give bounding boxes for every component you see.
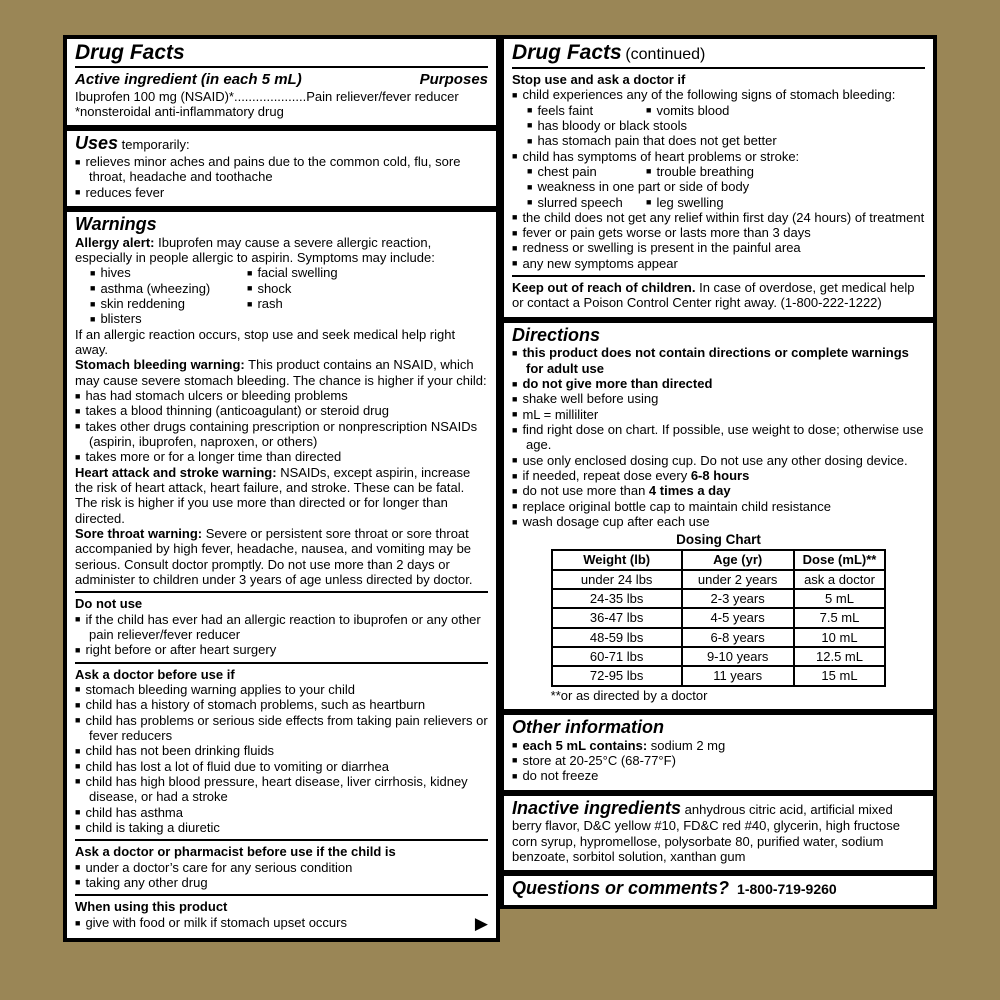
symptom-row — [90, 296, 488, 311]
list-item: ■ if needed, repeat dose every 6-8 hours — [512, 468, 750, 484]
list-item: ■ each 5 mL contains: sodium 2 mg — [512, 737, 726, 753]
phone-number: 1-800-719-9260 — [737, 881, 837, 898]
table-row — [552, 647, 886, 666]
bullet-icon: ■ — [75, 822, 81, 833]
bullet-icon: ■ — [247, 298, 253, 309]
page-title-continued: Drug Facts — [512, 41, 622, 64]
page-title: Drug Facts — [75, 41, 185, 64]
dot-leader: .................... — [233, 88, 307, 104]
stomach-bleeding-warning: Stomach bleeding warning: This product contains an NSAID, which may cause severe stomach bleeding. The chance is higher if your child: — [75, 357, 487, 388]
list-item: ■ the child does not get any relief within first day (24 hours) of treatment — [512, 209, 925, 225]
bullet-icon: ■ — [75, 745, 81, 756]
list-item: ■ child has high blood pressure, heart disease, liver cirrhosis, kidney disease, or had a stroke — [75, 773, 468, 805]
table-cell: 7.5 mL — [794, 608, 886, 627]
bullet-icon: ■ — [512, 378, 518, 389]
table-cell: 5 mL — [794, 589, 886, 608]
symptom-row — [527, 118, 925, 133]
symptom-item: ■ facial swelling — [247, 265, 338, 281]
continuation-arrow-icon: ▶ — [474, 913, 488, 933]
ask-doctor-heading: Ask a doctor before use if — [75, 666, 235, 682]
bullet-icon: ■ — [90, 267, 96, 278]
section-title: Inactive ingredients — [512, 797, 682, 818]
table-cell: 48-59 lbs — [552, 628, 682, 647]
bullet-icon: ■ — [527, 105, 533, 116]
list-item: ■ has had stomach ulcers or bleeding problems — [75, 388, 348, 404]
uses-bullets — [75, 154, 488, 200]
list-item: ■ this product does not contain directions or complete warnings for adult use — [512, 345, 909, 376]
divider — [75, 66, 488, 68]
active-ingredient-label: Active ingredient (in each 5 mL) — [75, 71, 302, 89]
bullet-icon: ■ — [247, 267, 253, 278]
stomach-bullets — [75, 388, 488, 465]
when-using-row — [75, 915, 488, 932]
bullet-icon: ■ — [75, 917, 81, 928]
dosing-chart — [551, 532, 887, 703]
bullet-icon: ■ — [527, 197, 533, 207]
list-item: ■ child has asthma — [75, 804, 183, 820]
list-item: ■ takes a blood thinning (anticoagulant) or steroid drug — [75, 403, 389, 419]
bullet-icon: ■ — [512, 347, 518, 358]
bullet-icon: ■ — [512, 258, 518, 269]
list-item: ■ relieves minor aches and pains due to the common cold, flu, sore throat, headache and toothache — [75, 154, 461, 185]
list-item: ■ find right dose on chart. If possible, use weight to dose; otherwise use age. — [512, 422, 924, 453]
bullet-icon: ■ — [512, 740, 518, 751]
symptom-item: ■ chest pain — [527, 163, 597, 179]
list-item: ■ child has problems or serious side effects from taking pain relievers or fever reducers — [75, 712, 488, 743]
symptom-row — [527, 133, 925, 148]
uses-section — [63, 127, 500, 210]
bullet-icon: ■ — [512, 242, 518, 253]
symptom-row — [90, 265, 488, 280]
section-title: Uses — [75, 133, 119, 154]
list-item: ■ if the child has ever had an allergic reaction to ibuprofen or any other pain reliever/fever reducer — [75, 611, 481, 642]
bullet-icon: ■ — [90, 298, 96, 309]
table-row — [552, 666, 886, 685]
symptom-row — [90, 281, 488, 296]
dosing-table — [551, 549, 887, 686]
heart-attack-warning: Heart attack and stroke warning: NSAIDs, except aspirin, increase the risk of heart attack, heart failure, and stroke. These can be fatal. The risk is higher if you use more than directed or for longer than directed. — [75, 464, 471, 526]
symptom-item: ■ weakness in one part or side of body — [527, 179, 750, 195]
bullet-icon: ■ — [75, 156, 81, 167]
allergy-followup: If an allergic reaction occurs, stop use and seek medical help right away. — [75, 326, 456, 358]
when-using-heading: When using this product — [75, 899, 228, 915]
divider — [512, 67, 925, 69]
list-item: ■ redness or swelling is present in the painful area — [512, 240, 801, 256]
list-item: ■ reduces fever — [75, 184, 165, 200]
table-cell: 12.5 mL — [794, 647, 886, 666]
column-header: Age (yr) — [682, 550, 794, 569]
column-header: Weight (lb) — [552, 550, 682, 569]
list-item: ■ taking any other drug — [75, 874, 208, 890]
bullet-icon: ■ — [75, 684, 81, 695]
keep-out-of-reach: Keep out of reach of children. In case of overdose, get medical help or contact a Poison Control Center right away. (1-800-222-1222) — [512, 280, 915, 311]
table-cell: 4-5 years — [682, 608, 794, 627]
ask-pharmacist-bullets — [75, 860, 488, 891]
list-item: ■ under a doctor’s care for any serious condition — [75, 859, 353, 875]
inactive-ingredients: Inactive ingredients anhydrous citric acid, artificial mixed berry flavor, D&C yellow #10, FD&C red #40, glycerin, high fructose corn syrup, hypromellose, polysorbate 80, purified water, sodium benzoate, sorbitol solution, xanthan gum — [512, 797, 901, 864]
dosing-chart-title: Dosing Chart — [676, 532, 761, 548]
table-cell: 2-3 years — [682, 589, 794, 608]
bullet-icon: ■ — [75, 807, 81, 818]
bullet-icon: ■ — [646, 197, 652, 207]
symptom-row — [527, 164, 925, 179]
divider — [512, 275, 925, 277]
right-column — [500, 35, 937, 909]
divider — [75, 894, 488, 896]
other-information-section — [500, 711, 937, 794]
list-item: ■ mL = milliliter — [512, 406, 599, 422]
table-cell: 11 years — [682, 666, 794, 685]
table-header-row — [552, 550, 886, 569]
list-item: ■ do not use more than 4 times a day — [512, 483, 731, 499]
list-item: ■ any new symptoms appear — [512, 255, 678, 271]
list-item: ■ takes more or for a longer time than directed — [75, 449, 342, 465]
other-info-bullets — [512, 738, 925, 784]
questions-section — [500, 872, 937, 909]
symptom-item: ■ trouble breathing — [646, 163, 755, 179]
bullet-icon: ■ — [75, 862, 81, 873]
symptom-item: ■ asthma (wheezing) — [90, 280, 211, 296]
bullet-icon: ■ — [512, 212, 518, 223]
symptom-item: ■ leg swelling — [646, 194, 724, 210]
symptom-item: ■ rash — [247, 296, 283, 312]
bullet-icon: ■ — [512, 516, 518, 527]
table-cell: 72-95 lbs — [552, 666, 682, 685]
bullet-icon: ■ — [512, 455, 518, 466]
bullet-icon: ■ — [75, 614, 81, 625]
warnings-section — [63, 208, 500, 941]
symptom-item: ■ hives — [90, 265, 131, 281]
symptom-row — [527, 103, 925, 118]
divider — [75, 591, 488, 593]
dosing-chart-footnote: **or as directed by a doctor — [550, 687, 708, 703]
list-item: ■ stomach bleeding warning applies to your child — [75, 681, 355, 697]
list-item: ■ do not freeze — [512, 768, 599, 784]
purposes-label: Purposes — [419, 71, 488, 89]
list-item: ■ store at 20-25°C (68-77°F) — [512, 752, 676, 768]
ask-pharmacist-heading: Ask a doctor or pharmacist before use if the child is — [75, 844, 396, 860]
bullet-icon: ■ — [75, 390, 81, 401]
list-item: ■ right before or after heart surgery — [75, 642, 277, 658]
bullet-icon: ■ — [512, 755, 518, 766]
section-title: Directions — [512, 324, 601, 345]
section-title: Other information — [512, 716, 664, 737]
bullet-icon: ■ — [512, 89, 518, 100]
bullet-icon: ■ — [75, 715, 81, 726]
list-item: ■ takes other drugs containing prescription or nonprescription NSAIDs (aspirin, ibuprofen, naproxen, or others) — [75, 418, 478, 450]
bullet-icon: ■ — [75, 877, 81, 888]
directions-bullets — [512, 345, 925, 529]
allergy-symptom-list — [90, 265, 488, 326]
list-item: ■ fever or pain gets worse or lasts more than 3 days — [512, 225, 811, 241]
questions-row — [512, 878, 925, 899]
inactive-ingredients-section — [500, 792, 937, 875]
stop-use-heading: Stop use and ask a doctor if — [512, 71, 686, 87]
bullet-icon: ■ — [527, 135, 533, 146]
bullet-icon: ■ — [512, 470, 518, 481]
table-cell: 15 mL — [794, 666, 886, 685]
list-item: ■ give with food or milk if stomach upset occurs — [75, 915, 347, 931]
bullet-icon: ■ — [512, 151, 518, 162]
ingredient-line: Ibuprofen 100 mg (NSAID)*....................Pain reliever/fever reducer — [75, 88, 459, 104]
table-cell: ask a doctor — [794, 570, 886, 589]
bullet-icon: ■ — [75, 644, 81, 655]
symptom-item: ■ blisters — [90, 311, 142, 327]
table-row — [552, 589, 886, 608]
list-item: ■ child experiences any of the following signs of stomach bleeding: ■ feels faint ■ vomits blood ■ has bloody or black stools ■ has stomach pain that does not get better — [512, 87, 925, 148]
table-cell: 6-8 years — [682, 628, 794, 647]
bullet-icon: ■ — [75, 451, 81, 462]
bullet-icon: ■ — [646, 105, 652, 116]
bullet-icon: ■ — [512, 501, 518, 512]
drug-facts-continued-panel — [500, 35, 937, 321]
stop-use-items — [512, 87, 925, 271]
drug-facts-header-panel — [63, 35, 500, 129]
do-not-use-bullets — [75, 612, 488, 658]
list-item: ■ shake well before using — [512, 391, 659, 407]
table-row — [552, 608, 886, 627]
symptom-row — [527, 195, 925, 210]
list-item: ■ child is taking a diuretic — [75, 819, 220, 835]
sore-throat-warning: Sore throat warning: Severe or persistent sore throat or sore throat accompanied by high fever, headache, nausea, and vomiting may be serious. Consult doctor promptly. Do not use more than 2 days or administer to children under 3 years of age unless directed by doctor. — [75, 526, 473, 588]
bullet-icon: ■ — [90, 283, 96, 294]
symptom-row — [527, 179, 925, 194]
bullet-icon: ■ — [527, 181, 533, 192]
bullet-icon: ■ — [512, 409, 518, 420]
ingredient-footnote: *nonsteroidal anti-inflammatory drug — [75, 104, 284, 120]
bullet-icon: ■ — [75, 761, 81, 772]
symptom-item: ■ has stomach pain that does not get better — [527, 133, 777, 149]
divider — [75, 662, 488, 664]
bullet-icon: ■ — [512, 485, 518, 496]
list-item: ■ use only enclosed dosing cup. Do not use any other dosing device. — [512, 452, 908, 468]
symptom-item: ■ slurred speech — [527, 194, 623, 210]
bullet-icon: ■ — [527, 120, 533, 131]
bullet-icon: ■ — [512, 393, 518, 404]
symptom-item: ■ vomits blood — [646, 102, 730, 118]
column-header: Dose (mL)** — [794, 550, 886, 569]
table-cell: 10 mL — [794, 628, 886, 647]
symptom-item: ■ feels faint — [527, 102, 594, 118]
divider — [75, 839, 488, 841]
left-column — [63, 35, 500, 942]
list-item: ■ child has not been drinking fluids — [75, 743, 275, 759]
list-item: ■ replace original bottle cap to maintain child resistance — [512, 498, 831, 514]
list-item: ■ child has symptoms of heart problems or stroke: ■ chest pain ■ trouble breathing ■ weakness in one part or side of body ■ slurred speech ■ leg swelling — [512, 149, 925, 210]
bullet-icon: ■ — [512, 424, 518, 435]
bullet-icon: ■ — [75, 776, 81, 787]
continued-title-row: Drug Facts (continued) — [512, 41, 706, 64]
active-ingredient-header — [75, 71, 488, 89]
uses-title-row: Uses temporarily: — [75, 133, 190, 154]
list-item: ■ wash dosage cup after each use — [512, 514, 710, 530]
directions-section — [500, 319, 937, 713]
bullet-icon: ■ — [512, 770, 518, 781]
table-cell: 36-47 lbs — [552, 608, 682, 627]
drug-facts-label — [63, 35, 937, 942]
bullet-icon: ■ — [75, 421, 81, 432]
symptom-item: ■ skin reddening — [90, 296, 185, 312]
list-item: ■ do not give more than directed — [512, 376, 713, 392]
table-cell: under 24 lbs — [552, 570, 682, 589]
section-title: Warnings — [75, 214, 157, 235]
table-cell: 60-71 lbs — [552, 647, 682, 666]
ask-doctor-bullets — [75, 682, 488, 835]
bullet-icon: ■ — [247, 283, 253, 294]
section-title: Questions or comments? — [512, 878, 730, 899]
table-cell: under 2 years — [682, 570, 794, 589]
symptom-row — [90, 311, 488, 326]
bullet-icon: ■ — [512, 227, 518, 238]
bullet-icon: ■ — [646, 166, 652, 177]
allergy-alert: Allergy alert: Ibuprofen may cause a severe allergic reaction, especially in people allergic to aspirin. Symptoms may include: — [75, 234, 435, 266]
table-row — [552, 628, 886, 647]
table-body — [552, 570, 886, 686]
table-cell: 9-10 years — [682, 647, 794, 666]
bullet-icon: ■ — [527, 166, 533, 177]
bullet-icon: ■ — [75, 187, 81, 198]
do-not-use-heading: Do not use — [75, 596, 143, 612]
bullet-icon: ■ — [75, 699, 81, 710]
symptom-item: ■ shock — [247, 280, 292, 296]
table-row — [552, 570, 886, 589]
list-item: ■ child has lost a lot of fluid due to vomiting or diarrhea — [75, 758, 389, 774]
bullet-icon: ■ — [90, 313, 96, 324]
bullet-icon: ■ — [75, 405, 81, 416]
symptom-item: ■ has bloody or black stools — [527, 117, 688, 133]
list-item: ■ child has a history of stomach problems, such as heartburn — [75, 697, 426, 713]
table-cell: 24-35 lbs — [552, 589, 682, 608]
